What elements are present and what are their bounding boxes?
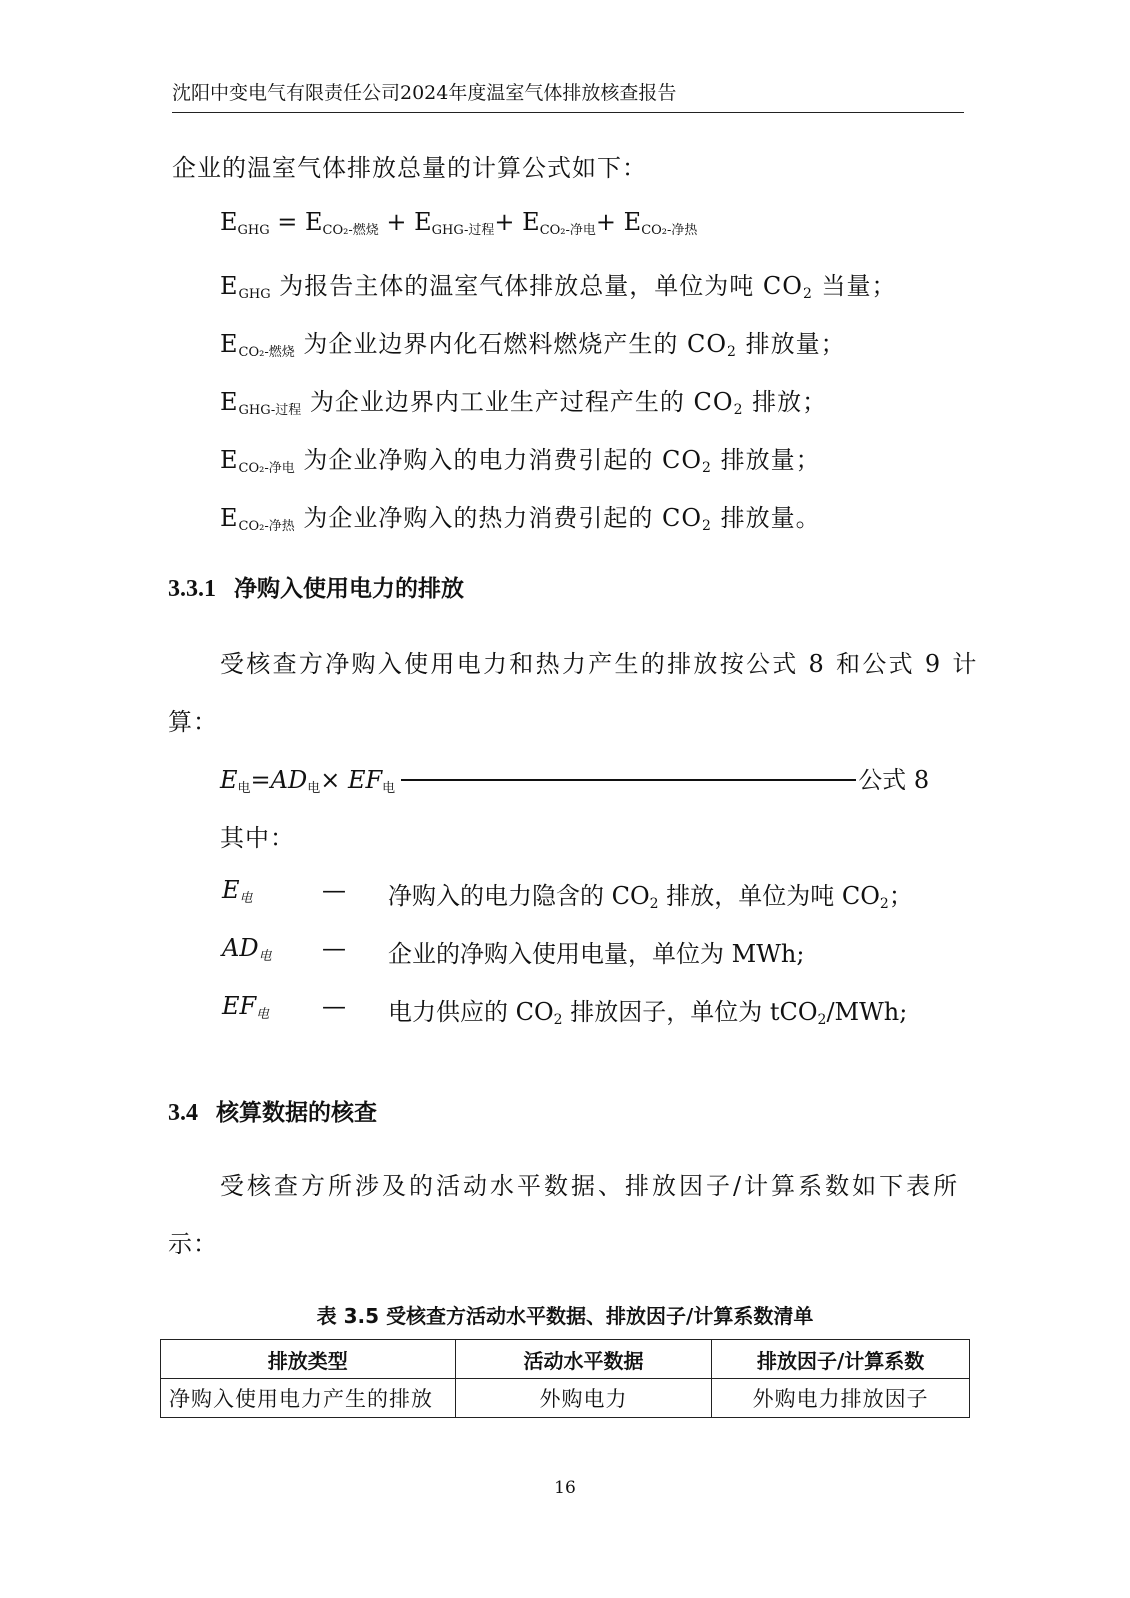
table-header-cell: 排放因子/计算系数	[712, 1340, 970, 1379]
emission-data-table	[160, 1339, 970, 1418]
paragraph-3-3-1-line2: 算：	[168, 708, 218, 736]
table-cell: 外购电力排放因子	[712, 1379, 970, 1418]
section-heading-3-3-1	[168, 570, 464, 603]
section-heading-3-4	[168, 1094, 377, 1127]
table-cell: 外购电力	[455, 1379, 712, 1418]
total-def-process: $E_{GHG-过程}$ 为企业边界内工业生产过程产生的 CO2 排放；	[220, 388, 828, 418]
table-header-cell: 排放类型	[161, 1340, 456, 1379]
paragraph-3-4-line1: 受核查方所涉及的活动水平数据、排放因子/计算系数如下表所	[220, 1172, 961, 1200]
header-title: 沈阳中变电气有限责任公司2024年度温室气体排放核查报告	[172, 82, 677, 104]
page-number: 16	[554, 1478, 576, 1498]
intro-text: 企业的温室气体排放总量的计算公式如下：	[172, 154, 647, 182]
table-caption: 表 3.5 受核查方活动水平数据、排放因子/计算系数清单	[316, 1304, 814, 1328]
paragraph-3-4-line2: 示：	[168, 1230, 218, 1258]
formula-leader-line	[401, 779, 856, 781]
table-header-row	[161, 1340, 970, 1379]
total-emission-formula: $E_{GHG} = E_{CO_2-燃烧} + E_{GHG-过程}+ E_{CO_2-净电}+ E_{CO_2-净热}$	[220, 208, 698, 238]
total-def-combustion: $E_{CO_2-燃烧}$ 为企业边界内化石燃料燃烧产生的 CO2 排放量；	[220, 330, 846, 360]
table-cell: 净购入使用电力产生的排放	[161, 1379, 456, 1418]
section-title: 净购入使用电力的排放	[234, 576, 464, 602]
where-text: 其中：	[220, 824, 295, 852]
formula-label: 公式 8	[858, 766, 930, 794]
total-def-ghg: $E_{GHG}$ 为报告主体的温室气体排放总量，单位为吨 CO2 当量；	[220, 272, 897, 302]
total-def-net-electricity: $E_{CO_2-净电}$ 为企业净购入的电力消费引起的 CO2 排放量；	[220, 446, 821, 476]
page-header	[172, 80, 964, 113]
table-row	[161, 1379, 970, 1418]
section-title: 核算数据的核查	[216, 1100, 377, 1126]
total-def-net-heat: $E_{CO_2-净热}$ 为企业净购入的热力消费引起的 CO2 排放量。	[220, 504, 821, 534]
table-header-cell: 活动水平数据	[455, 1340, 712, 1379]
section-number: 3.3.1	[168, 576, 216, 602]
paragraph-3-3-1-line1: 受核查方净购入使用电力和热力产生的排放按公式 8 和公式 9 计	[220, 650, 979, 678]
formula-8: $E_电=AD_电\times EF_电$ 公式 8	[220, 766, 930, 796]
section-number: 3.4	[168, 1100, 198, 1126]
